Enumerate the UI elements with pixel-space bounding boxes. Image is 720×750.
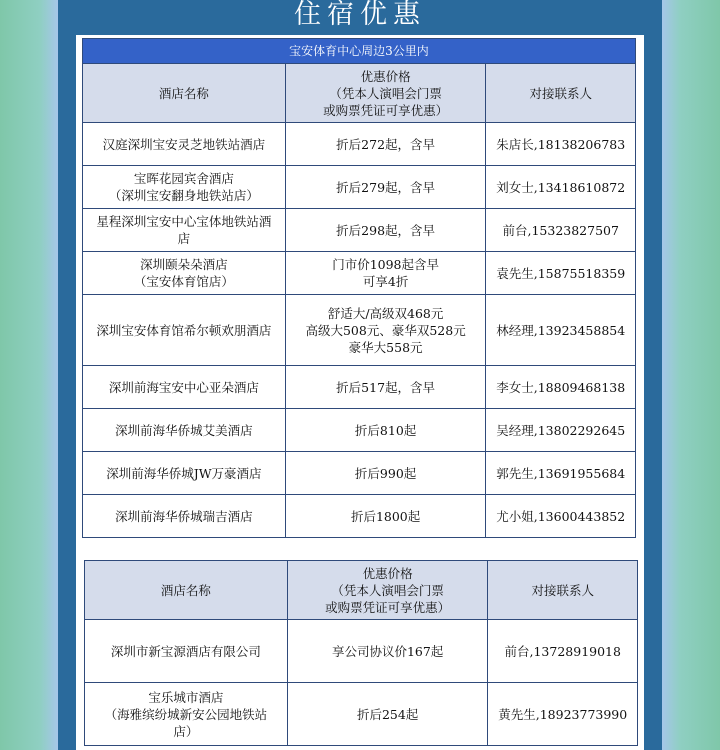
contact-cell: 尤小姐,13600443852 — [486, 495, 636, 538]
column-header: 对接联系人 — [486, 64, 636, 123]
hotel-name-cell: 深圳宝安体育馆希尔顿欢朋酒店 — [83, 295, 286, 366]
table-row — [83, 252, 636, 295]
contact-cell: 朱店长,18138206783 — [486, 123, 636, 166]
price-cell: 折后517起，含早 — [285, 366, 486, 409]
hotel-name-cell: 深圳前海华侨城JW万豪酒店 — [83, 452, 286, 495]
table-row — [83, 452, 636, 495]
price-cell: 折后810起 — [285, 409, 486, 452]
price-cell: 折后279起，含早 — [285, 166, 486, 209]
table-caption: 宝安体育中心周边3公里内 — [83, 39, 636, 64]
price-cell: 折后1800起 — [285, 495, 486, 538]
contact-cell: 林经理,13923458854 — [486, 295, 636, 366]
contact-cell: 前台,15323827507 — [486, 209, 636, 252]
price-cell: 折后990起 — [285, 452, 486, 495]
column-header: 对接联系人 — [488, 561, 638, 620]
table-row — [83, 209, 636, 252]
hotel-name-cell: 深圳前海华侨城艾美酒店 — [83, 409, 286, 452]
hotel-name-cell: 深圳颐朵朵酒店 （宝安体育馆店） — [83, 252, 286, 295]
price-cell: 享公司协议价167起 — [287, 620, 488, 683]
table-row — [83, 295, 636, 366]
table-caption-row — [83, 39, 636, 64]
table-row — [85, 620, 638, 683]
contact-cell: 李女士,18809468138 — [486, 366, 636, 409]
table-header-row — [83, 64, 636, 123]
table-row — [83, 495, 636, 538]
price-cell: 折后254起 — [287, 683, 488, 746]
column-header: 酒店名称 — [83, 64, 286, 123]
column-header: 优惠价格 （凭本人演唱会门票 或购票凭证可享优惠） — [287, 561, 488, 620]
contact-cell: 袁先生,15875518359 — [486, 252, 636, 295]
table-row — [85, 683, 638, 746]
table-header-row — [85, 561, 638, 620]
contact-cell: 刘女士,13418610872 — [486, 166, 636, 209]
column-header: 优惠价格 （凭本人演唱会门票 或购票凭证可享优惠） — [285, 64, 486, 123]
table-row — [83, 366, 636, 409]
contact-cell: 前台,13728919018 — [488, 620, 638, 683]
table-row — [83, 166, 636, 209]
hotel-name-cell: 星程深圳宝安中心宝体地铁站酒 店 — [83, 209, 286, 252]
hotel-name-cell: 深圳市新宝源酒店有限公司 — [85, 620, 288, 683]
price-cell: 折后298起，含早 — [285, 209, 486, 252]
price-cell: 门市价1098起含早 可享4折 — [285, 252, 486, 295]
hotel-table-2 — [84, 560, 638, 746]
hotel-name-cell: 深圳前海宝安中心亚朵酒店 — [83, 366, 286, 409]
column-header: 酒店名称 — [85, 561, 288, 620]
hotel-name-cell: 汉庭深圳宝安灵芝地铁站酒店 — [83, 123, 286, 166]
table-row — [83, 409, 636, 452]
price-cell: 舒适大/高级双468元 高级大508元、豪华双528元 豪华大558元 — [285, 295, 486, 366]
table-row — [83, 123, 636, 166]
hotel-table-1 — [82, 38, 636, 538]
contact-cell: 黄先生,18923773990 — [488, 683, 638, 746]
contact-cell: 吴经理,13802292645 — [486, 409, 636, 452]
hotel-name-cell: 宝乐城市酒店 （海雅缤纷城新安公园地铁站 店） — [85, 683, 288, 746]
hotel-name-cell: 宝晖花园宾舍酒店 （深圳宝安翻身地铁站店） — [83, 166, 286, 209]
page-title: 住宿优惠 — [294, 0, 426, 30]
hotel-name-cell: 深圳前海华侨城瑞吉酒店 — [83, 495, 286, 538]
contact-cell: 郭先生,13691955684 — [486, 452, 636, 495]
price-cell: 折后272起，含早 — [285, 123, 486, 166]
